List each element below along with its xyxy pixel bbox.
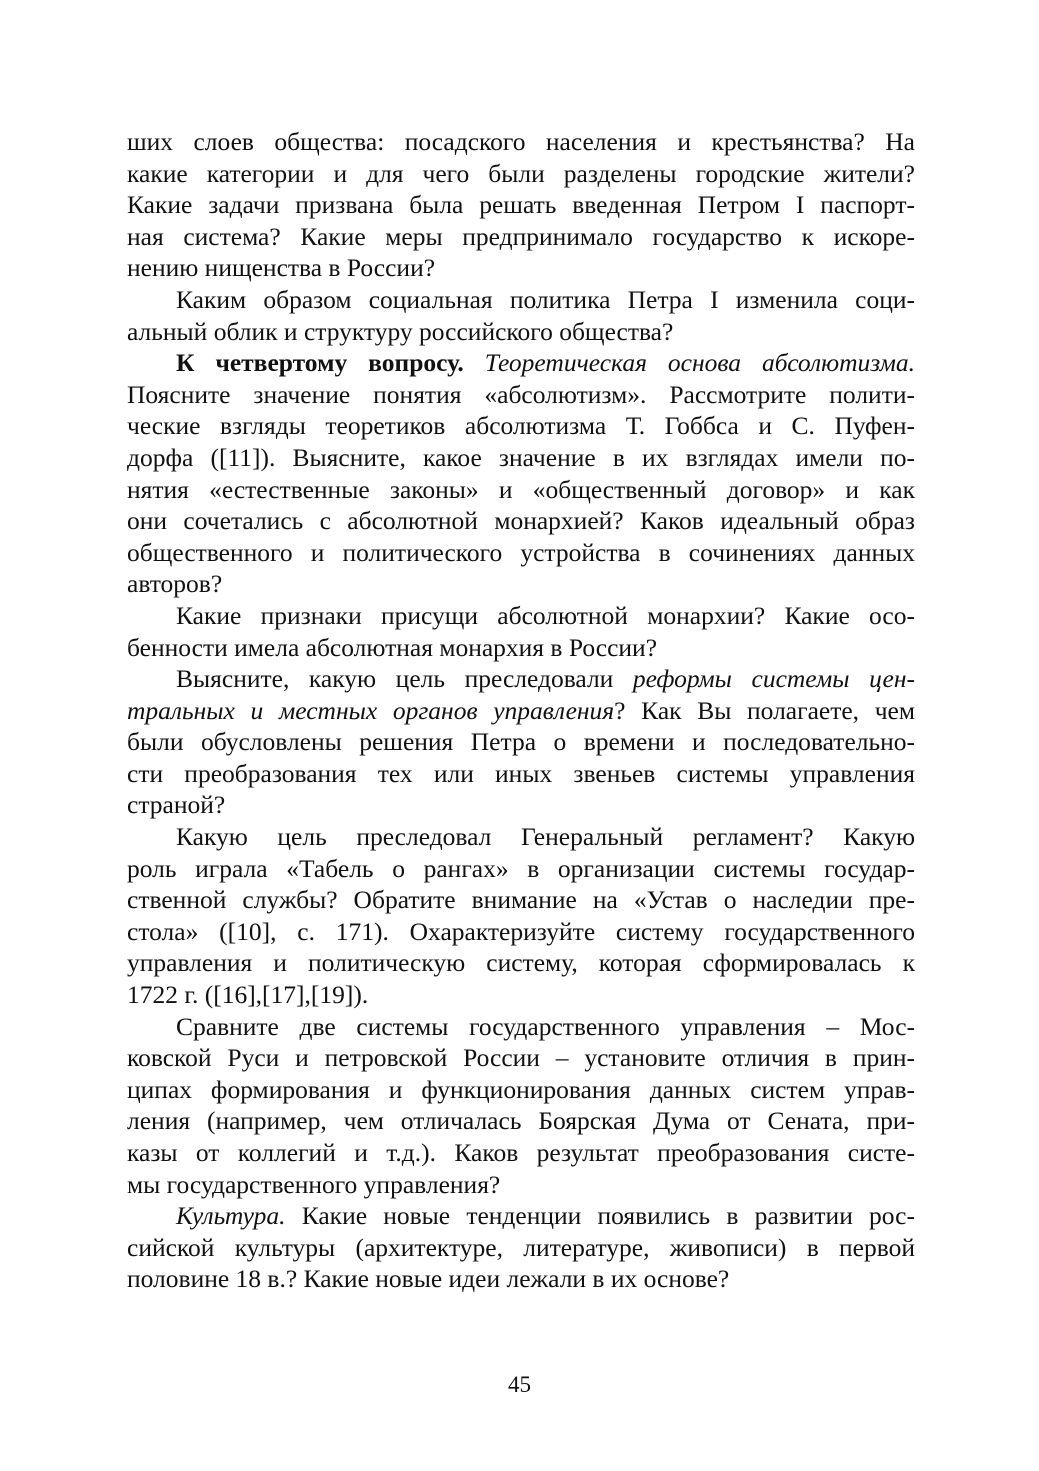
text-segment: ципах формирования и функционирования данных систем управ-: [127, 1074, 915, 1104]
paragraph: [127, 600, 915, 663]
text-line: [127, 600, 915, 632]
text-line: [127, 1042, 915, 1074]
text-line: [127, 1074, 915, 1106]
text-segment: Какие признаки присущи абсолютной монархии? Какие осо-: [176, 600, 915, 630]
text-line: [127, 979, 915, 1011]
text-line: [127, 316, 915, 348]
text-segment: ческие взгляды теоретиков абсолютизма Т. Гоббса и С. Пуфен-: [127, 411, 915, 441]
italic-text: Теоретическая основа абсолютизма.: [484, 348, 916, 378]
paragraph: [127, 284, 915, 347]
text-line: [127, 158, 915, 190]
text-line: [127, 284, 915, 316]
text-line: [127, 726, 915, 758]
paragraph: [127, 1011, 915, 1201]
text-line: [127, 474, 915, 506]
page-body: [127, 126, 915, 1295]
text-segment: 1722 г. ([16],[17],[19]).: [127, 980, 369, 1010]
text-line: [127, 1105, 915, 1137]
page-number: 45: [508, 1372, 531, 1397]
text-segment: сти преобразования тех или иных звеньев системы управления: [127, 758, 915, 788]
text-line: [127, 663, 915, 695]
text-segment: дорфа ([11]). Выясните, какое значение в их взглядах имели по-: [127, 442, 915, 472]
text-line: [127, 821, 915, 853]
text-segment: половине 18 в.? Какие новые идеи лежали в их основе?: [127, 1264, 730, 1294]
text-segment: Какие новые тенденции появились в развитии рос-: [285, 1201, 915, 1231]
paragraph: [127, 126, 915, 284]
italic-text: Культура.: [176, 1201, 286, 1231]
text-segment: нению нищенства в России?: [127, 253, 436, 283]
text-line: [127, 1200, 915, 1232]
text-line: [127, 568, 915, 600]
text-segment: [464, 348, 485, 377]
text-segment: стола» ([10], с. 171). Охарактеризуйте систему государственного: [127, 916, 915, 946]
text-line: [127, 695, 915, 727]
text-segment: ковской Руси и петровской России – установите отличия в прин-: [127, 1043, 915, 1073]
italic-text: реформы системы цен-: [632, 664, 915, 694]
text-segment: ? Как Вы полагаете, чем: [614, 695, 915, 725]
text-line: [127, 1011, 915, 1043]
text-segment: Сравните две системы государственного управления – Мос-: [176, 1011, 915, 1041]
text-line: [127, 947, 915, 979]
text-segment: ления (например, чем отличалась Боярская Дума от Сената, при-: [127, 1106, 915, 1136]
bold-text: К четвертому вопросу.: [176, 348, 464, 378]
text-line: [127, 1169, 915, 1201]
text-segment: нятия «естественные законы» и «общественный договор» и как: [127, 474, 915, 504]
text-segment: авторов?: [127, 569, 223, 599]
text-segment: какие категории и для чего были разделены городские жители?: [127, 158, 915, 188]
text-line: [127, 221, 915, 253]
text-segment: страной?: [127, 790, 226, 820]
text-segment: Какие задачи призвана была решать введенная Петром I паспорт-: [127, 190, 915, 220]
text-segment: альный облик и структуру российского общества?: [127, 316, 674, 346]
paragraph: [127, 1200, 915, 1295]
text-segment: Поясните значение понятия «абсолютизм». Рассмотрите полити-: [127, 379, 915, 409]
italic-text: тральных и местных органов управления: [127, 695, 615, 725]
text-line: [127, 758, 915, 790]
text-segment: управления и политическую систему, которая сформировалась к: [127, 948, 915, 978]
text-segment: ная система? Какие меры предпринимало государство к искоре-: [127, 221, 915, 251]
text-segment: ственной службы? Обратите внимание на «Устав о наследии пре-: [127, 885, 915, 915]
text-line: [127, 632, 915, 664]
text-line: [127, 189, 915, 221]
text-segment: казы от коллегий и т.д.). Каков результат преобразования систе-: [127, 1138, 915, 1167]
text-line: [127, 252, 915, 284]
text-line: [127, 853, 915, 885]
text-segment: Выясните, какую цель преследовали: [176, 664, 633, 694]
text-segment: были обусловлены решения Петра о времени и последовательно-: [127, 727, 915, 757]
text-line: [127, 789, 915, 821]
text-segment: мы государственного управления?: [127, 1169, 501, 1199]
text-line: [127, 379, 915, 411]
text-line: [127, 884, 915, 916]
text-segment: Каким образом социальная политика Петра I изменила соци-: [176, 284, 915, 314]
text-line: [127, 126, 915, 158]
text-segment: ших слоев общества: посадского населения и крестьянства? На: [127, 127, 915, 156]
text-segment: роль играла «Табель о рангах» в организации системы государ-: [127, 853, 915, 883]
paragraph: [127, 821, 915, 1011]
text-line: [127, 347, 915, 379]
paragraph: [127, 663, 915, 821]
text-segment: бенности имела абсолютная монархия в России?: [127, 632, 658, 662]
text-segment: общественного и политического устройства в сочинениях данных: [127, 537, 915, 567]
paragraph: [127, 347, 915, 600]
text-line: [127, 1137, 915, 1169]
text-segment: они сочетались с абсолютной монархией? Каков идеальный образ: [127, 506, 915, 536]
text-segment: сийской культуры (архитектуре, литературе, живописи) в первой: [127, 1232, 915, 1262]
text-line: [127, 410, 915, 442]
text-line: [127, 537, 915, 569]
text-line: [127, 505, 915, 537]
text-line: [127, 1263, 915, 1295]
text-line: [127, 1232, 915, 1264]
text-segment: Какую цель преследовал Генеральный регламент? Какую: [176, 822, 915, 852]
text-line: [127, 916, 915, 948]
text-line: [127, 442, 915, 474]
